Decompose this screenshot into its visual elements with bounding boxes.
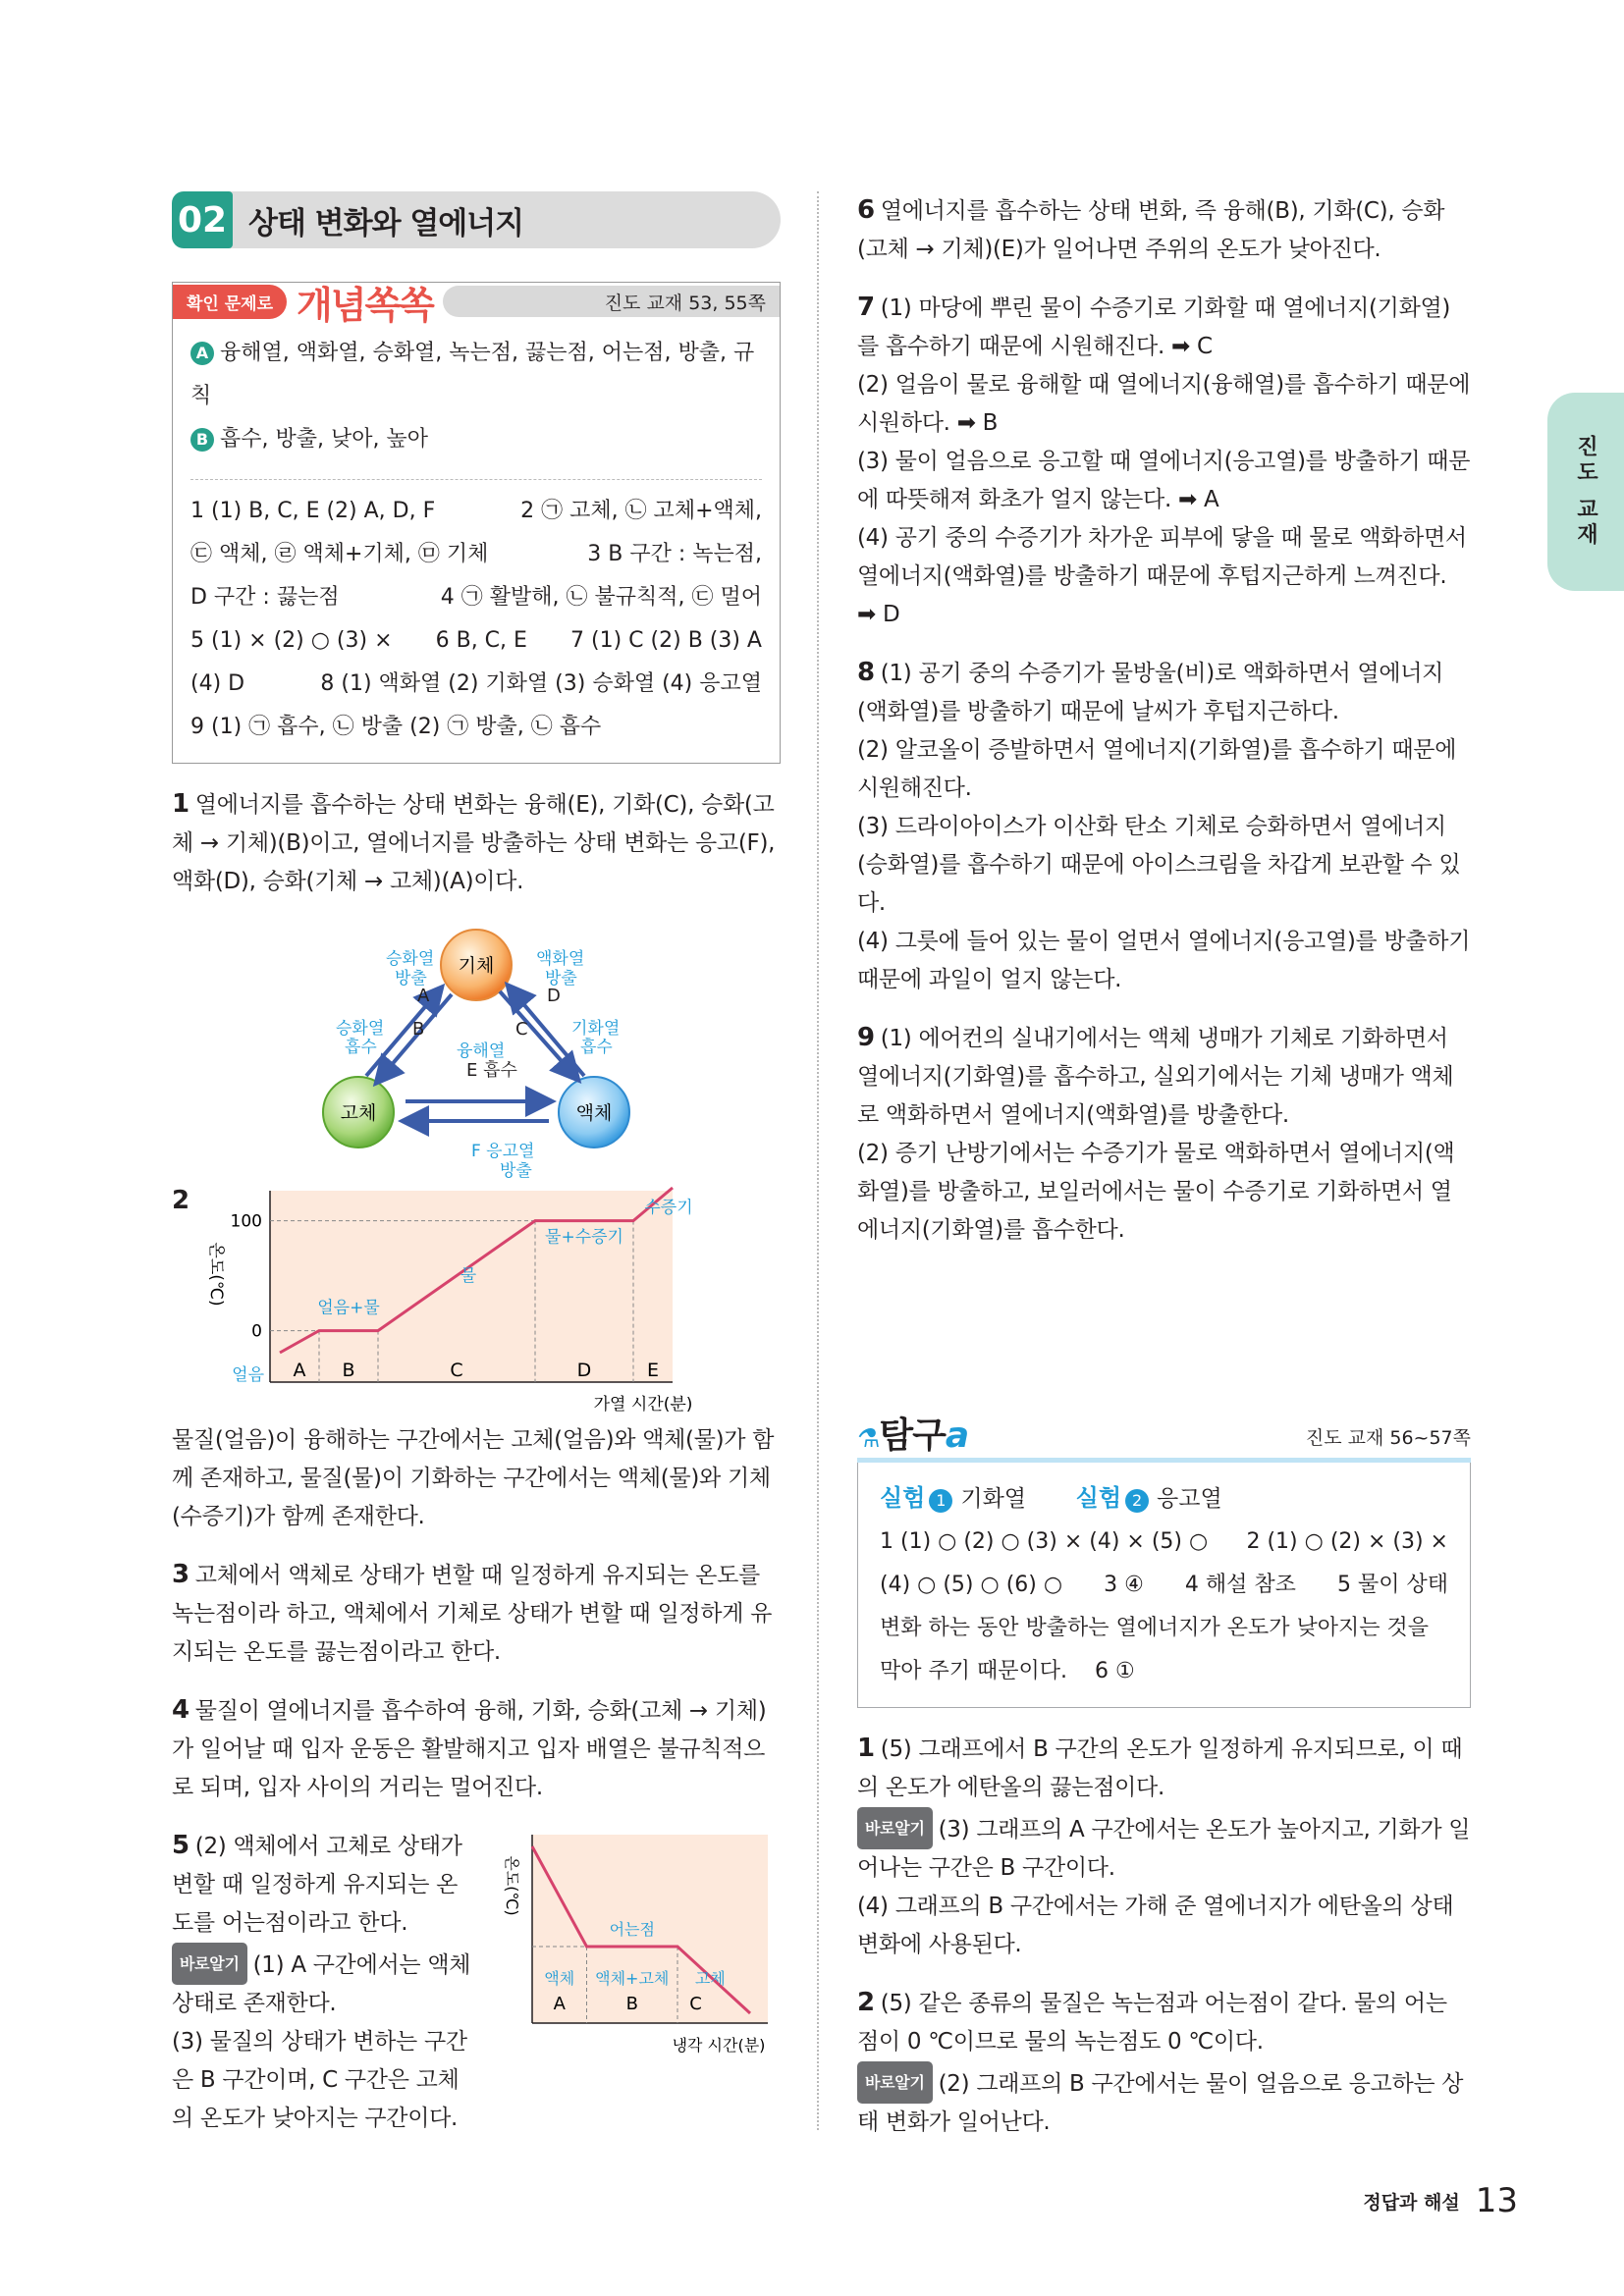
section-number: 02 — [172, 191, 233, 248]
side-tab[interactable]: 진도 교재 — [1547, 393, 1624, 591]
tamgu-explanation-2 — [857, 1984, 1471, 2142]
annotation-liquid: 액체 — [544, 1969, 575, 1988]
answer-cell: 4 해설 참조 — [1184, 1573, 1296, 1597]
explanation-text: (5) 같은 종류의 물질은 녹는점과 어는점이 같다. 물의 어는 점이 0 ℃이므로 물의 녹는점도 0 ℃이다. — [857, 1991, 1447, 2055]
answer-cell: 변화 하는 동안 방출하는 열에너지가 온도가 낮아지는 것을 — [880, 1616, 1430, 1640]
correction-badge: 바로알기 — [857, 2061, 933, 2104]
answer-cell: 5 (1) × (2) ○ (3) × — [190, 628, 393, 653]
answer-cell: 9 (1) ㉠ 흡수, ㉡ 방출 (2) ㉠ 방출, ㉡ 흡수 — [190, 715, 602, 739]
dashed-divider — [190, 479, 762, 480]
solid-label: 고체 — [340, 1102, 377, 1124]
tamgu-row — [880, 1521, 1448, 1564]
answer-cell: 3 ④ — [1104, 1573, 1144, 1597]
exp2-label: 실험 — [1075, 1484, 1122, 1512]
concept-ref-bar — [443, 286, 780, 317]
page-footer — [1363, 2181, 1518, 2220]
heating-curve-chart — [172, 1186, 781, 1421]
tamgu-title-a: a — [945, 1415, 969, 1456]
explanation-5 — [172, 1827, 471, 2138]
segment-label: A — [553, 1994, 566, 2014]
item-number: 9 — [857, 1023, 875, 1052]
concept-line-b — [190, 418, 762, 461]
item-number: 5 — [172, 1831, 189, 1860]
explanation-6 — [857, 191, 1471, 269]
concept-b-text: 흡수, 방출, 낮아, 높아 — [220, 427, 428, 452]
x-axis-label: 냉각 시간(분) — [672, 2036, 766, 2055]
cycle-letter-c: C — [515, 1019, 528, 1040]
liquid-label: 액체 — [575, 1102, 613, 1124]
experiment-row — [880, 1478, 1448, 1513]
cycle-liq-release: 액화열 — [536, 949, 585, 969]
cycle-subl-release: 승화열 — [386, 949, 435, 969]
annotation-liquid-solid: 액체+고체 — [595, 1969, 670, 1988]
answer-cell: 8 (1) 액화열 (2) 기화열 (3) 승화열 (4) 응고열 — [320, 671, 762, 696]
concept-title: 개념쏙쏙 — [297, 283, 433, 327]
exp1-label: 실험 — [880, 1484, 926, 1512]
x-axis-label: 가열 시간(분) — [593, 1395, 693, 1415]
cycle-letter-d: D — [547, 986, 561, 1006]
tamgu-title — [857, 1408, 968, 1458]
explanation-text: 고체에서 액체로 상태가 변할 때 일정하게 유지되는 온도를 녹는점이라 하고, 액체에서 기체로 상태가 변할 때 일정하게 유지되는 온도를 끓는점이라고 한다. — [172, 1563, 773, 1665]
y-tick-label: 100 — [230, 1211, 262, 1232]
explanation-text: (3) 드라이아이스가 이산화 탄소 기체로 승화하면서 열에너지(승화열)를 흡수하기 때문에 아이스크림을 차갑게 보관할 수 있다. — [857, 814, 1461, 916]
correction-badge: 바로알기 — [172, 1943, 247, 1985]
annotation-vapor: 수증기 — [644, 1198, 693, 1218]
state-change-diagram — [172, 921, 781, 1186]
explanation-text: 물질(얼음)이 융해하는 구간에서는 고체(얼음)와 액체(물)가 함께 존재하고, 물질(물)이 기화하는 구간에서는 액체(물)와 기체(수증기)가 함께 존재한다. — [172, 1427, 775, 1529]
explanation-text: 열에너지를 흡수하는 상태 변화는 융해(E), 기화(C), 승화(고체 → 기체)(B)이고, 열에너지를 방출하는 상태 변화는 응고(F), 액화(D), 승화(기체 → 고체)(A)이다. — [172, 792, 776, 894]
item-number: 2 — [172, 1186, 190, 1215]
concept-body — [173, 320, 780, 763]
column-divider — [817, 191, 819, 2130]
explanation-text: (4) 그릇에 들어 있는 물이 얼면서 열에너지(응고열)를 방출하기 때문에 과일이 얼지 않는다. — [857, 929, 1471, 992]
explanation-text: (2) 알코올이 증발하면서 열에너지(기화열)를 흡수하기 때문에 시원해진다. — [857, 737, 1457, 801]
answer-row — [190, 490, 762, 533]
annotation-freezing-point: 어는점 — [609, 1920, 655, 1939]
segment-label: D — [576, 1360, 592, 1381]
item-number: 7 — [857, 293, 875, 322]
tamgu-row — [880, 1607, 1448, 1650]
segment-label: E — [646, 1360, 660, 1381]
explanation-4 — [172, 1691, 781, 1807]
explanation-text: (5) 그래프에서 B 구간의 온도가 일정하게 유지되므로, 이 때의 온도가 에탄올의 끓는점이다. — [857, 1736, 1463, 1800]
exp2-number-icon: 2 — [1125, 1489, 1149, 1513]
exp2-title: 응고열 — [1157, 1486, 1222, 1512]
explanation-1 — [172, 785, 781, 901]
footer-label: 정답과 해설 — [1363, 2191, 1460, 2214]
right-column — [857, 191, 1471, 2135]
explanation-2 — [172, 1421, 781, 1536]
explanation-text: (2) 액체에서 고체로 상태가 변할 때 일정하게 유지되는 온도를 어는점이라고 한다. — [172, 1834, 462, 1936]
concept-box — [172, 282, 781, 764]
letter-b-icon: B — [190, 428, 214, 452]
segment-label: B — [342, 1360, 355, 1381]
section-title: 상태 변화와 열에너지 — [248, 205, 524, 241]
cycle-subl-release2: 방출 — [395, 969, 427, 988]
answer-cell: 5 물이 상태 — [1337, 1573, 1448, 1597]
explanation-7 — [857, 289, 1471, 634]
answer-row — [190, 706, 762, 749]
explanation-text: (1) 마당에 뿌린 물이 수증기로 기화할 때 열에너지(기화열)를 흡수하기 때문에 시원해진다. ➡ C — [857, 295, 1451, 359]
annotation-solid: 고체 — [694, 1969, 726, 1988]
answer-cell: 4 ㉠ 활발해, ㉡ 불규칙적, ㉢ 멀어 — [440, 585, 762, 610]
concept-line-a — [190, 332, 762, 418]
cycle-freeze-label2: 방출 — [500, 1161, 532, 1181]
explanation-text: (1) 공기 중의 수증기가 물방울(비)로 액화하면서 열에너지(액화열)를 방출하기 때문에 날씨가 후텁지근하다. — [857, 661, 1444, 724]
concept-badge: 확인 문제로 — [173, 285, 287, 319]
annotation-ice-water: 얼음+물 — [317, 1298, 380, 1318]
explanation-text: (4) 그래프의 B 구간에서는 가해 준 열에너지가 에탄올의 상태 변화에 사용된다. — [857, 1894, 1454, 1957]
explanation-text: (1) A 구간에서는 액체 상태로 존재한다. — [172, 1952, 471, 2016]
cycle-letter-b: B — [412, 1019, 425, 1040]
answer-cell: ㉢ 액체, ㉣ 액체+기체, ㉤ 기체 — [190, 542, 489, 566]
answer-cell: 3 B 구간 : 녹는점, — [587, 542, 762, 566]
tamgu-ref: 진도 교재 56~57쪽 — [1305, 1427, 1471, 1449]
answer-cell: 1 (1) B, C, E (2) A, D, F — [190, 499, 436, 523]
explanation-text: (3) 그래프의 A 구간에서는 온도가 높아지고, 기화가 일어나는 구간은 B 구간이다. — [857, 1817, 1471, 1881]
explanation-text: (2) 증기 난방기에서는 수증기가 물로 액화하면서 열에너지(액화열)를 방출하고, 보일러에서는 물이 수증기로 기화하면서 열에너지(기화열)를 흡수한다. — [857, 1141, 1455, 1243]
answer-cell: 7 (1) C (2) B (3) A — [570, 628, 762, 653]
cycle-subl-absorb2: 흡수 — [345, 1038, 377, 1057]
letter-a-icon: A — [190, 342, 214, 365]
tamgu-section — [857, 1409, 1471, 2142]
annotation-water-vapor: 물+수증기 — [545, 1227, 623, 1248]
explanation-text: (2) 그래프의 B 구간에서는 물이 얼음으로 응고하는 상태 변화가 일어난다. — [857, 2071, 1464, 2135]
explanation-5-block — [172, 1827, 781, 2138]
cycle-vap-absorb: 기화열 — [571, 1019, 621, 1039]
y-axis-label: 온도(℃) — [503, 1855, 521, 1916]
gas-label: 기체 — [458, 955, 495, 977]
y-tick-label: 0 — [251, 1321, 262, 1342]
tamgu-title-main: 탐구 — [879, 1415, 946, 1456]
tamgu-box — [857, 1463, 1471, 1708]
cycle-letter-e: E 흡수 — [466, 1060, 517, 1081]
section-header — [172, 191, 781, 248]
tamgu-row — [880, 1650, 1448, 1693]
item-number: 1 — [857, 1734, 875, 1763]
exp1-number-icon: 1 — [929, 1489, 952, 1513]
exp1-title: 기화열 — [960, 1486, 1027, 1512]
item-number: 1 — [172, 789, 189, 819]
explanation-3 — [172, 1556, 781, 1672]
item-number: 6 — [857, 195, 875, 225]
cycle-vap-absorb2: 흡수 — [580, 1038, 613, 1057]
tamgu-header — [857, 1409, 1471, 1463]
explanation-8 — [857, 654, 1471, 999]
answer-cell: 6 ① — [1095, 1659, 1135, 1683]
page-number: 13 — [1475, 2181, 1518, 2220]
cycle-subl-absorb: 승화열 — [336, 1019, 385, 1039]
cycle-letter-a: A — [417, 986, 430, 1006]
left-column — [172, 191, 781, 2138]
answer-row — [190, 533, 762, 576]
answer-cell: D 구간 : 끓는점 — [190, 585, 340, 610]
answer-cell: 1 (1) ○ (2) ○ (3) × (4) × (5) ○ — [880, 1529, 1209, 1554]
answer-row — [190, 576, 762, 619]
segment-label: A — [293, 1360, 306, 1381]
answer-cell: 2 (1) ○ (2) × (3) × — [1246, 1529, 1448, 1554]
explanation-text: 물질이 열에너지를 흡수하여 융해, 기화, 승화(고체 → 기체)가 일어날 때 입자 운동은 활발해지고 입자 배열은 불규칙적으로 되며, 입자 사이의 거리는 멀어진다. — [172, 1698, 767, 1800]
answer-cell: 막아 주기 때문이다. — [880, 1659, 1067, 1683]
explanation-9 — [857, 1019, 1471, 1250]
heating-chart-block — [172, 1186, 781, 1421]
cycle-freeze-label: F 응고열 — [471, 1142, 535, 1161]
item-number: 4 — [172, 1695, 189, 1725]
explanation-text: (1) 에어컨의 실내기에서는 액체 냉매가 기체로 기화하면서 열에너지(기화열)를 흡수하고, 실외기에서는 기체 냉매가 액체로 액화하면서 열에너지(액화열)를 방출한다. — [857, 1026, 1454, 1128]
answer-row — [190, 663, 762, 706]
segment-label: C — [689, 1994, 702, 2014]
explanation-text: (3) 물이 얼음으로 응고할 때 열에너지(응고열)를 방출하기 때문에 따뜻해져 화초가 얼지 않는다. ➡ A — [857, 449, 1471, 512]
item-number: 2 — [857, 1988, 875, 2017]
explanation-text: (3) 물질의 상태가 변하는 구간은 B 구간이며, C 구간은 고체의 온도가 낮아지는 구간이다. — [172, 2029, 467, 2131]
tamgu-explanation-1 — [857, 1730, 1471, 1964]
cooling-curve-chart — [493, 1827, 778, 2072]
correction-badge: 바로알기 — [857, 1807, 933, 1849]
explanation-text: 열에너지를 흡수하는 상태 변화, 즉 융해(B), 기화(C), 승화(고체 → 기체)(E)가 일어나면 주위의 온도가 낮아진다. — [857, 198, 1445, 262]
tamgu-answers — [880, 1521, 1448, 1693]
flask-icon: ⚗ — [857, 1424, 880, 1454]
answer-cell: (4) D — [190, 671, 245, 696]
annotation-ice: 얼음 — [232, 1365, 264, 1385]
cycle-liq-release2: 방출 — [545, 969, 577, 988]
answer-cell: 6 B, C, E — [435, 628, 527, 653]
segment-label: B — [625, 1994, 638, 2014]
explanation-text: (4) 공기 중의 수증기가 차가운 피부에 닿을 때 물로 액화하면서 열에너지(액화열)를 방출하기 때문에 후텁지근하게 느껴진다. ➡ D — [857, 525, 1467, 627]
item-number: 3 — [172, 1560, 189, 1589]
y-axis-label: 온도(℃) — [206, 1242, 226, 1307]
concept-ref: 진도 교재 53, 55쪽 — [604, 292, 766, 314]
annotation-water: 물 — [460, 1266, 477, 1287]
explanation-text: (2) 얼음이 물로 융해할 때 열에너지(융해열)를 흡수하기 때문에 시원하다. ➡ B — [857, 372, 1471, 436]
answer-cell: 2 ㉠ 고체, ㉡ 고체+액체, — [520, 499, 762, 523]
concept-a-text: 융해열, 액화열, 승화열, 녹는점, 끓는점, 어는점, 방출, 규칙 — [190, 341, 755, 408]
item-number: 8 — [857, 658, 875, 687]
segment-label: C — [450, 1360, 463, 1381]
tamgu-row — [880, 1564, 1448, 1607]
cycle-fus-absorb: 융해열 — [457, 1041, 506, 1061]
answer-cell: (4) ○ (5) ○ (6) ○ — [880, 1573, 1063, 1597]
concept-header — [173, 283, 780, 327]
answer-row — [190, 619, 762, 663]
